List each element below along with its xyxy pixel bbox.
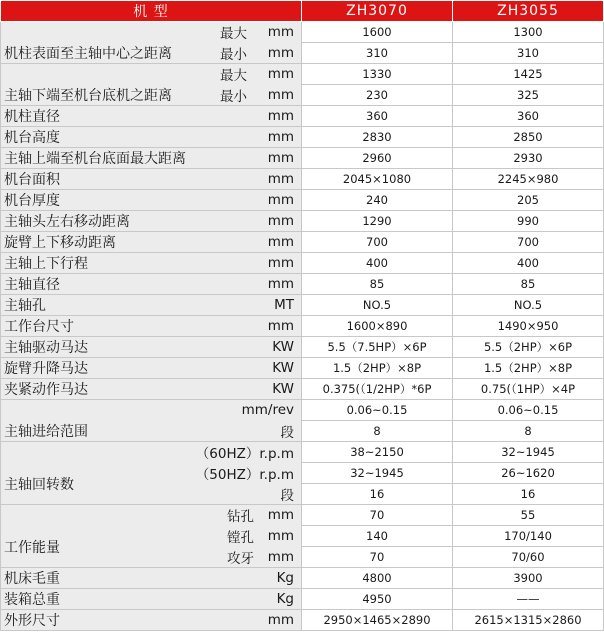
spec-sub-label: 最小 [220, 89, 247, 105]
spec-unit: mm [267, 192, 294, 208]
spec-value-zh3055: 325 [453, 85, 604, 106]
spec-sub-label: 攻牙 [227, 551, 254, 567]
spec-value-zh3070: 310 [302, 43, 453, 64]
spec-row [1, 127, 604, 148]
spec-row [1, 295, 604, 316]
spec-label-cell [1, 379, 302, 400]
spec-row [1, 253, 604, 274]
spec-label: 工作能量 [4, 539, 60, 556]
spec-label-cell [1, 253, 302, 274]
spec-label: 机台面积 [4, 172, 60, 188]
spec-value-zh3055: NO.5 [453, 295, 604, 316]
spec-unit: mm [267, 66, 294, 82]
spec-label-cell [1, 232, 302, 253]
spec-row [1, 274, 604, 295]
spec-row [1, 547, 604, 568]
spec-unit: mm [267, 318, 294, 334]
spec-value-zh3070: 1.5（2HP）×8P [302, 358, 453, 379]
spec-label-cell [1, 610, 302, 631]
spec-unit: KW [272, 339, 294, 355]
spec-unit: mm [267, 528, 294, 544]
spec-unit: mm [267, 171, 294, 187]
spec-label: 主轴直径 [4, 277, 60, 293]
spec-value-zh3070: 1600×890 [302, 316, 453, 337]
spec-value-zh3055: 170/140 [453, 526, 604, 547]
spec-unit: mm [267, 276, 294, 292]
spec-label: 机柱直径 [4, 109, 60, 125]
spec-value-zh3070: 4950 [302, 589, 453, 610]
spec-row [1, 169, 604, 190]
spec-value-zh3055: 85 [453, 274, 604, 295]
spec-value-zh3070: 1600 [302, 22, 453, 43]
spec-unit: mm [267, 234, 294, 250]
spec-row [1, 568, 604, 589]
spec-value-zh3055: 310 [453, 43, 604, 64]
spec-label-cell [1, 106, 302, 127]
model-name-1: ZH3070 [302, 1, 453, 22]
spec-row [1, 190, 604, 211]
spec-label: 装箱总重 [4, 592, 60, 608]
spec-unit: mm [267, 45, 294, 61]
spec-value-zh3055: 2615×1315×2860 [453, 610, 604, 631]
spec-value-zh3070: 230 [302, 85, 453, 106]
spec-label: 机床毛重 [4, 571, 60, 587]
spec-sub-label: 最大 [220, 68, 247, 84]
spec-unit: mm [267, 24, 294, 40]
spec-sub-label: 最大 [220, 26, 247, 42]
spec-unit: （60HZ）r.p.m [195, 446, 294, 462]
spec-label-cell [1, 589, 302, 610]
spec-value-zh3070: 0.375(（1/2HP）*6P [302, 379, 453, 400]
spec-value-zh3070: 70 [302, 547, 453, 568]
spec-value-zh3055: 1490×950 [453, 316, 604, 337]
spec-row [1, 400, 604, 421]
spec-value-zh3070: 2045×1080 [302, 169, 453, 190]
spec-value-zh3055: 1.5（2HP）×8P [453, 358, 604, 379]
spec-value-zh3070: 140 [302, 526, 453, 547]
spec-label-cell [1, 127, 302, 148]
spec-label: 主轴进给范围 [4, 424, 88, 440]
spec-row [1, 232, 604, 253]
spec-unit: mm [267, 612, 294, 628]
spec-value-zh3070: 360 [302, 106, 453, 127]
spec-unit: mm/rev [241, 402, 294, 418]
spec-sub-label: 最小 [220, 47, 247, 63]
spec-value-zh3055: 990 [453, 211, 604, 232]
spec-label-cell [1, 568, 302, 589]
spec-unit: Kg [276, 591, 294, 607]
spec-label: 主轴上下行程 [4, 256, 88, 272]
spec-value-zh3070: 400 [302, 253, 453, 274]
spec-unit: mm [267, 507, 294, 523]
spec-unit: Kg [276, 570, 294, 586]
spec-value-zh3070: 2960 [302, 148, 453, 169]
spec-value-zh3055: 0.06~0.15 [453, 400, 604, 421]
spec-unit: 段 [280, 425, 294, 441]
spec-value-zh3055: 16 [453, 484, 604, 505]
spec-value-zh3055: 26~1620 [453, 463, 604, 484]
spec-unit: MT [274, 297, 294, 313]
spec-value-zh3070: NO.5 [302, 295, 453, 316]
spec-value-zh3070: 5.5（7.5HP）×6P [302, 337, 453, 358]
spec-unit: mm [267, 549, 294, 565]
spec-label: 旋臂升降马达 [4, 361, 88, 377]
spec-value-zh3070: 32~1945 [302, 463, 453, 484]
header-row [1, 1, 604, 22]
spec-row [1, 337, 604, 358]
spec-value-zh3070: 2950×1465×2890 [302, 610, 453, 631]
spec-value-zh3070: 1290 [302, 211, 453, 232]
spec-value-zh3070: 16 [302, 484, 453, 505]
spec-value-zh3070: 240 [302, 190, 453, 211]
spec-label: 工作台尺寸 [4, 319, 74, 335]
spec-value-zh3055: 55 [453, 505, 604, 526]
spec-value-zh3055: 1300 [453, 22, 604, 43]
spec-value-zh3070: 0.06~0.15 [302, 400, 453, 421]
spec-label: 机台高度 [4, 130, 60, 146]
spec-row [1, 22, 604, 43]
model-name-2: ZH3055 [453, 1, 604, 22]
spec-label-cell [1, 211, 302, 232]
spec-row [1, 463, 604, 484]
spec-unit: 段 [280, 488, 294, 504]
spec-label: 主轴头左右移动距离 [4, 214, 130, 230]
spec-row [1, 64, 604, 85]
spec-label-cell [1, 358, 302, 379]
spec-label-cell [1, 295, 302, 316]
spec-row [1, 589, 604, 610]
spec-value-zh3070: 8 [302, 421, 453, 442]
spec-label: 主轴孔 [4, 298, 46, 314]
spec-value-zh3055: 205 [453, 190, 604, 211]
spec-label: 主轴回转数 [4, 476, 74, 493]
spec-sub-label: 钻孔 [227, 509, 254, 525]
spec-row [1, 211, 604, 232]
spec-value-zh3055: 2245×980 [453, 169, 604, 190]
spec-label-cell [1, 148, 302, 169]
spec-value-zh3070: 1330 [302, 64, 453, 85]
spec-row [1, 505, 604, 526]
spec-value-zh3055: 700 [453, 232, 604, 253]
spec-unit: mm [267, 255, 294, 271]
spec-value-zh3070: 4800 [302, 568, 453, 589]
spec-label-cell [1, 337, 302, 358]
spec-label-cell [1, 274, 302, 295]
spec-row [1, 442, 604, 463]
model-header: 机 型 [1, 1, 302, 22]
spec-unit: mm [267, 87, 294, 103]
spec-label: 外形尺寸 [4, 613, 60, 629]
spec-value-zh3070: 85 [302, 274, 453, 295]
spec-label-cell [1, 169, 302, 190]
spec-label-cell [1, 316, 302, 337]
spec-row [1, 316, 604, 337]
spec-value-zh3055: 5.5（2HP）×6P [453, 337, 604, 358]
spec-sub-label: 镗孔 [227, 530, 254, 546]
spec-value-zh3055: 2930 [453, 148, 604, 169]
spec-unit: KW [272, 360, 294, 376]
spec-value-zh3070: 2830 [302, 127, 453, 148]
spec-label: 机柱表面至主轴中心之距离 [4, 46, 172, 62]
spec-label-cell [1, 190, 302, 211]
spec-label: 主轴驱动马达 [4, 340, 88, 356]
spec-value-zh3055: 400 [453, 253, 604, 274]
spec-value-zh3055: 70/60 [453, 547, 604, 568]
spec-unit: KW [272, 381, 294, 397]
spec-row [1, 421, 604, 442]
spec-row [1, 526, 604, 547]
spec-value-zh3055: 360 [453, 106, 604, 127]
spec-label: 机台厚度 [4, 193, 60, 209]
spec-value-zh3055: 3900 [453, 568, 604, 589]
spec-value-zh3055: —— [453, 589, 604, 610]
spec-value-zh3055: 2850 [453, 127, 604, 148]
spec-value-zh3070: 700 [302, 232, 453, 253]
spec-value-zh3055: 1425 [453, 64, 604, 85]
spec-unit: mm [267, 108, 294, 124]
spec-unit: （50HZ）r.p.m [195, 467, 294, 483]
spec-row [1, 106, 604, 127]
spec-label: 夹紧动作马达 [4, 382, 88, 398]
spec-value-zh3055: 8 [453, 421, 604, 442]
spec-value-zh3055: 0.75(（1HP）×4P [453, 379, 604, 400]
spec-value-zh3070: 70 [302, 505, 453, 526]
spec-value-zh3055: 32~1945 [453, 442, 604, 463]
spec-row [1, 610, 604, 631]
spec-row [1, 148, 604, 169]
spec-label-cell [1, 400, 302, 440]
spec-label: 旋臂上下移动距离 [4, 235, 116, 251]
spec-value-zh3070: 38~2150 [302, 442, 453, 463]
spec-unit: mm [267, 213, 294, 229]
spec-row [1, 379, 604, 400]
spec-unit: mm [267, 150, 294, 166]
spec-row [1, 358, 604, 379]
spec-row [1, 484, 604, 505]
spec-label: 主轴上端至机台底面最大距离 [4, 151, 186, 167]
spec-label: 主轴下端至机台底机之距离 [4, 88, 172, 104]
spec-unit: mm [267, 129, 294, 145]
